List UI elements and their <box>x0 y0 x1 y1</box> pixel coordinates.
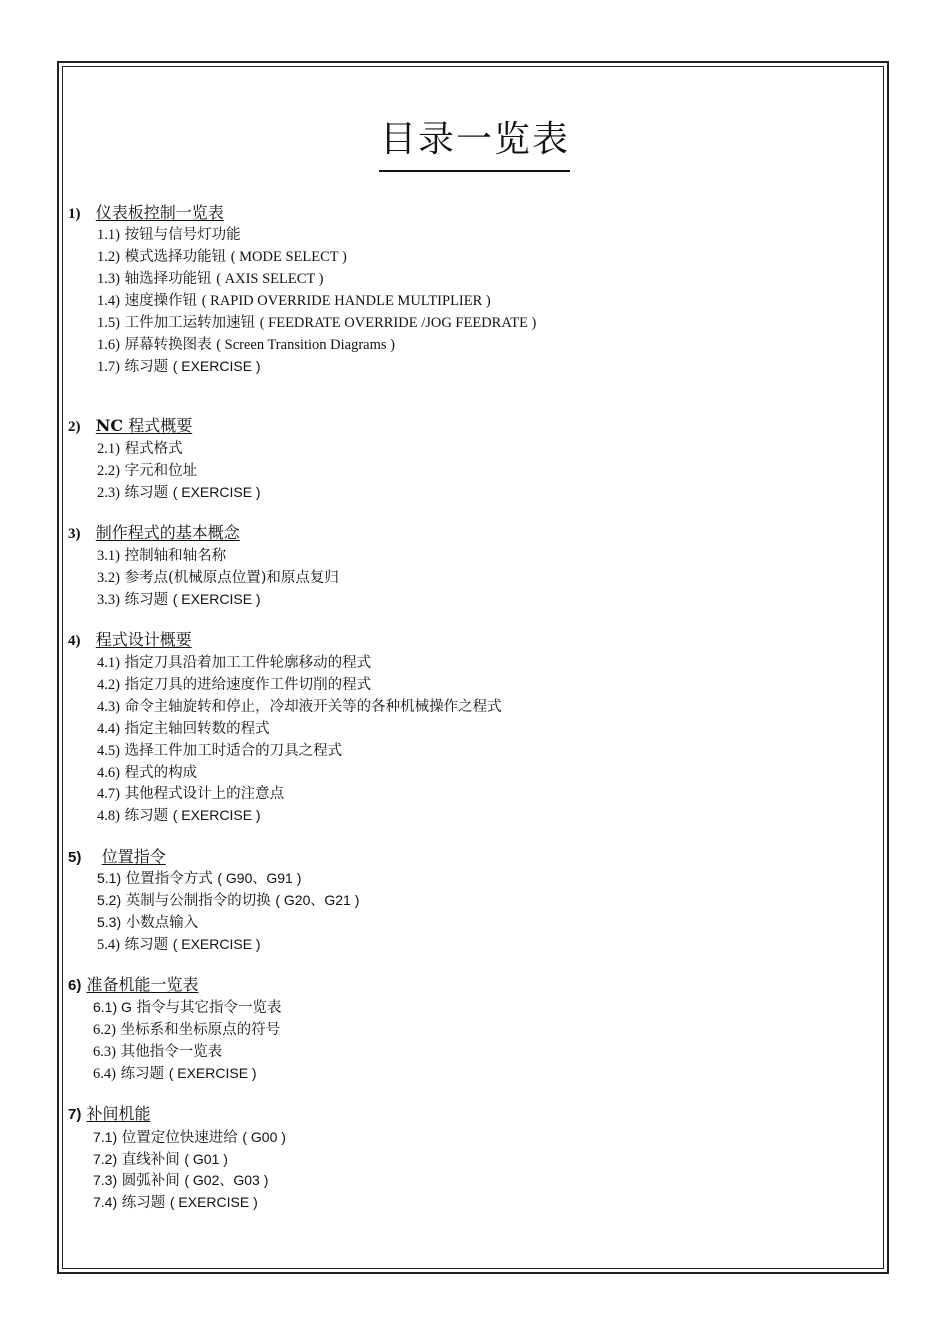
section-number: 6) <box>68 977 82 994</box>
item-number: 4.7) <box>97 786 120 802</box>
section-heading-2[interactable] <box>68 413 192 436</box>
item-number: 5.2) <box>97 892 122 908</box>
item-number: 4.1) <box>97 655 120 671</box>
toc-item-5-3[interactable] <box>97 911 198 932</box>
item-number: 3.3) <box>97 592 120 608</box>
item-english: ( G01 ) <box>184 1151 228 1167</box>
toc-item-1-4[interactable] <box>97 289 491 310</box>
section-number: 7) <box>68 1106 82 1123</box>
toc-item-7-4[interactable] <box>93 1191 258 1212</box>
toc-item-3-2[interactable] <box>97 566 339 587</box>
item-number: 7.1) <box>93 1129 118 1145</box>
toc-item-4-1[interactable] <box>97 651 371 672</box>
toc-item-2-1[interactable] <box>97 437 183 458</box>
section-number: 4) <box>68 633 81 649</box>
item-number: 1.2) <box>97 249 120 265</box>
section-label: 位置指令 <box>101 847 166 866</box>
section-label <box>96 416 192 435</box>
section-label: 补间机能 <box>86 1104 151 1123</box>
item-text: 练习题 <box>124 808 169 824</box>
item-text: 位置定位快速进给 <box>121 1130 238 1146</box>
toc-item-7-2[interactable] <box>93 1148 228 1169</box>
toc-item-1-5[interactable] <box>97 311 536 332</box>
item-english: ( AXIS SELECT ) <box>216 271 324 287</box>
toc-item-5-1[interactable] <box>97 867 301 888</box>
item-text: 其他指令一览表 <box>120 1044 223 1060</box>
item-text: 指定主轴回转数的程式 <box>124 721 270 737</box>
item-number: 6.3) <box>93 1044 116 1060</box>
item-text: 指定刀具沿着加工工件轮廓移动的程式 <box>124 655 372 671</box>
item-text: 字元和位址 <box>124 463 198 479</box>
section-label: 制作程式的基本概念 <box>95 523 240 542</box>
item-text: 练习题 <box>121 1195 166 1211</box>
item-number: 3.1) <box>97 548 120 564</box>
item-text: 工件加工运转加速钮 <box>124 315 256 331</box>
item-text: 参考点(机械原点位置)和原点复归 <box>124 570 339 586</box>
item-number: 3.2) <box>97 570 120 586</box>
item-number: 7.3) <box>93 1172 118 1188</box>
item-number: 4.6) <box>97 765 120 781</box>
section-label: 仪表板控制一览表 <box>95 203 224 222</box>
item-english: ( EXERCISE ) <box>172 807 261 823</box>
item-number: 4.3) <box>97 699 120 715</box>
toc-item-6-1[interactable] <box>93 996 282 1017</box>
toc-item-1-1[interactable] <box>97 223 241 244</box>
item-text: 英制与公制指令的切换 <box>125 893 271 909</box>
section-heading-4[interactable] <box>68 627 192 650</box>
item-number: 6.1) G <box>93 999 132 1015</box>
item-english: ( MODE SELECT ) <box>230 249 347 265</box>
item-number: 1.3) <box>97 271 120 287</box>
item-text: 速度操作钮 <box>124 293 198 309</box>
item-text: 练习题 <box>124 359 169 375</box>
item-number: 6.4) <box>93 1066 116 1082</box>
item-english: ( G20、G21 ) <box>275 892 360 908</box>
section-label: 程式设计概要 <box>95 630 192 649</box>
toc-item-4-6[interactable] <box>97 761 197 782</box>
item-text: 练习题 <box>124 592 169 608</box>
item-number: 2.3) <box>97 485 120 501</box>
section-label-text: 程式概要 <box>123 416 193 435</box>
section-number: 1) <box>68 206 81 222</box>
toc-item-6-4[interactable] <box>93 1062 257 1083</box>
item-text: 轴选择功能钮 <box>124 271 212 287</box>
item-text: 程式的构成 <box>124 765 198 781</box>
toc-item-4-4[interactable] <box>97 717 270 738</box>
item-number: 5.3) <box>97 914 122 930</box>
item-text: 位置指令方式 <box>125 871 213 887</box>
item-text: 指定刀具的进给速度作工件切削的程式 <box>124 677 372 693</box>
item-text: 按钮与信号灯功能 <box>124 227 241 243</box>
item-text: 圆弧补间 <box>121 1173 180 1189</box>
item-text: 练习题 <box>124 485 169 501</box>
toc-item-2-3[interactable] <box>97 481 261 502</box>
item-text: 其他程式设计上的注意点 <box>124 786 285 802</box>
item-english: ( EXERCISE ) <box>172 484 261 500</box>
item-text: 程式格式 <box>124 441 183 457</box>
item-text: 指令与其它指令一览表 <box>136 1000 282 1016</box>
item-english: ( RAPID OVERRIDE HANDLE MULTIPLIER ) <box>201 293 491 309</box>
toc-item-1-2[interactable] <box>97 245 347 266</box>
toc-item-3-1[interactable] <box>97 544 226 565</box>
item-text: 直线补间 <box>121 1152 180 1168</box>
section-heading-6[interactable] <box>68 972 198 995</box>
section-label: 准备机能一览表 <box>86 975 199 994</box>
toc-item-6-3[interactable] <box>93 1040 222 1061</box>
item-english: ( G90、G91 ) <box>217 870 302 886</box>
item-text: 小数点输入 <box>125 915 199 931</box>
item-english: ( EXERCISE ) <box>172 936 261 952</box>
item-english: ( EXERCISE ) <box>169 1194 258 1210</box>
toc-item-4-7[interactable] <box>97 782 284 803</box>
section-heading-7[interactable] <box>68 1101 150 1124</box>
item-number: 2.1) <box>97 441 120 457</box>
item-english: ( G00 ) <box>242 1129 286 1145</box>
toc-item-4-5[interactable] <box>97 739 342 760</box>
item-english: ( EXERCISE ) <box>168 1065 257 1081</box>
item-text: 命令主轴旋转和停止，冷却液开关等的各种机械操作之程式 <box>124 699 502 715</box>
item-text: 练习题 <box>120 1066 165 1082</box>
section-number: 2) <box>68 419 81 435</box>
item-number: 1.4) <box>97 293 120 309</box>
item-number: 1.5) <box>97 315 120 331</box>
page-title: 目录一览表 <box>379 119 570 160</box>
toc-item-2-2[interactable] <box>97 459 197 480</box>
item-number: 5.4) <box>97 937 120 953</box>
item-number: 2.2) <box>97 463 120 479</box>
toc-item-4-8[interactable] <box>97 804 261 825</box>
item-number: 1.6) <box>97 337 120 353</box>
item-number: 4.8) <box>97 808 120 824</box>
item-text: 坐标系和坐标原点的符号 <box>120 1022 281 1038</box>
toc-item-1-7[interactable] <box>97 355 261 376</box>
item-number: 1.1) <box>97 227 120 243</box>
section-heading-3[interactable] <box>68 520 240 543</box>
item-number: 7.2) <box>93 1151 118 1167</box>
toc-item-4-3[interactable] <box>97 695 502 716</box>
item-english: ( Screen Transition Diagrams ) <box>216 337 395 353</box>
item-number: 5.1) <box>97 870 122 886</box>
item-number: 7.4) <box>93 1194 118 1210</box>
item-english: ( FEEDRATE OVERRIDE /JOG FEEDRATE ) <box>259 315 537 331</box>
toc-item-1-3[interactable] <box>97 267 323 288</box>
item-text: 屏幕转换图表 <box>124 337 212 353</box>
toc-item-7-1[interactable] <box>93 1126 286 1147</box>
item-text: 选择工件加工时适合的刀具之程式 <box>124 743 343 759</box>
section-number: 5) <box>68 849 82 866</box>
item-english: ( EXERCISE ) <box>172 591 261 607</box>
toc-item-5-2[interactable] <box>97 889 359 910</box>
item-text: 模式选择功能钮 <box>124 249 227 265</box>
toc-item-1-6[interactable] <box>97 333 395 354</box>
toc-item-4-2[interactable] <box>97 673 371 694</box>
item-number: 6.2) <box>93 1022 116 1038</box>
toc-item-6-2[interactable] <box>93 1018 280 1039</box>
item-number: 1.7) <box>97 359 120 375</box>
section-number: 3) <box>68 526 81 542</box>
toc-item-7-3[interactable] <box>93 1169 268 1190</box>
item-english: ( G02、G03 ) <box>184 1172 269 1188</box>
item-text: 控制轴和轴名称 <box>124 548 227 564</box>
toc-item-5-4[interactable] <box>97 933 261 954</box>
item-number: 4.5) <box>97 743 120 759</box>
item-text: 练习题 <box>124 937 169 953</box>
item-number: 4.4) <box>97 721 120 737</box>
item-number: 4.2) <box>97 677 120 693</box>
section-heading-1[interactable] <box>68 200 224 223</box>
toc-item-3-3[interactable] <box>97 588 261 609</box>
section-label-prefix: NC <box>95 416 124 435</box>
section-heading-5[interactable] <box>68 844 166 867</box>
item-english: ( EXERCISE ) <box>172 358 261 374</box>
